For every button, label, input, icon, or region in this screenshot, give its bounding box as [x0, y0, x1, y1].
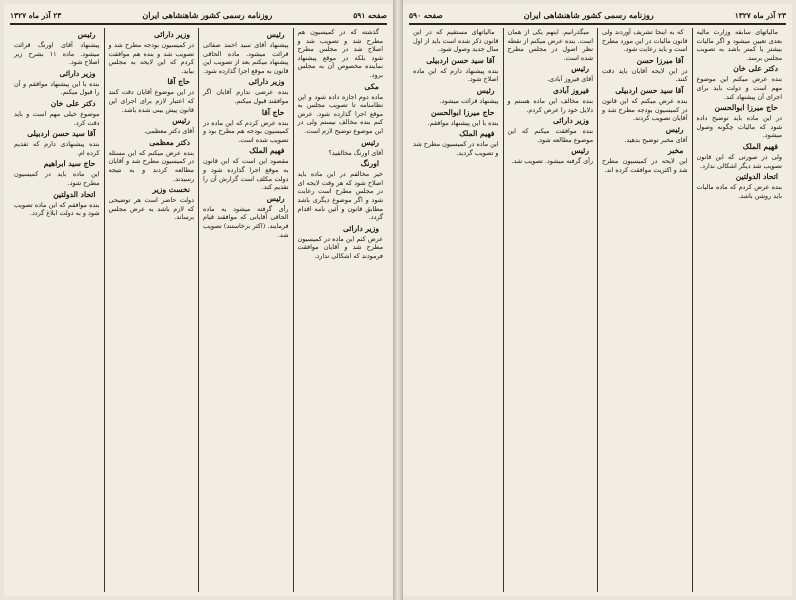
- paragraph-text: پیشنهاد آقای سید احمد صفائی قرائت میشود. ماده الحاقی پیشنهاد میکنم بعد از تصویب این قانون به موقع اجرا گذارده شود.: [203, 41, 289, 75]
- paragraph: [14, 129, 100, 157]
- column: [504, 28, 599, 592]
- paragraph-text: این ماده در کمیسیون مطرح شد و تصویب گردید.: [413, 140, 499, 157]
- paragraph-text: بنده عرض کردم که این ماده در کمیسیون بودجه هم مطرح بود و تصویب شده است.: [203, 118, 289, 144]
- speaker-name: فهیم الملک: [742, 141, 778, 151]
- column: [598, 28, 693, 592]
- speaker-name: رئیس: [665, 124, 684, 134]
- paragraph: [602, 86, 688, 123]
- paragraph-text: پیشنهاد آقای اورنگ قرائت میشود. ماده ۱۱ بشرح زیر اصلاح شود.: [14, 41, 100, 67]
- speaker-name: دکتر علی خان: [50, 98, 96, 108]
- paragraph: [508, 116, 594, 144]
- paragraph: [109, 185, 195, 222]
- paragraph: [697, 172, 783, 200]
- paragraph-text: دولت حاضر است هر توضیحی که لازم باشد به عرض مجلس برساند.: [108, 196, 194, 222]
- paragraph-text: بنده موافقت میکنم که این موضوع مطالعه شود.: [507, 127, 593, 144]
- paragraph: [697, 142, 783, 170]
- paragraph-text: این لایحه در کمیسیون مطرح شد و اکثریت موافقت کرده اند.: [602, 157, 688, 174]
- paragraph-text: بنده عرض میکنم که این مسئله در کمیسیون مطرح شد و آقایان مطالعه کردند و به نتیجه رسیدند.: [108, 148, 194, 183]
- paragraph: [508, 64, 594, 84]
- paragraph: [413, 28, 499, 54]
- paragraph-text: بنده موافقم که این ماده تصویب شود و به دولت ابلاغ گردد.: [14, 200, 100, 218]
- paragraph-text: بنده عرضی ندارم آقایان اگر موافقند قبول میکنم.: [203, 88, 289, 105]
- speaker-name: رئیس: [266, 193, 285, 203]
- paragraph-text: گذشته که در کمیسیون هم مطرح شد و تصویب شد و اصلاح شد در مجلس مطرح شود بلکه در موقع پیشنهاد نماینده مخصوص آن به مجلس برود.: [297, 28, 383, 79]
- paragraph: [14, 159, 100, 187]
- column: [693, 28, 787, 592]
- paragraph: [203, 30, 289, 75]
- header-rule: [409, 23, 786, 25]
- page-header: [409, 8, 786, 22]
- page-number: صفحه ۵۹۰: [409, 10, 443, 20]
- paragraph: [14, 99, 100, 127]
- paragraph-text: در این لایحه آقایان باید دقت کنند.: [602, 66, 688, 84]
- paragraph: [413, 129, 499, 157]
- paragraph-text: آقای اورنگ مخالفید؟: [328, 148, 383, 157]
- paragraph: [298, 138, 384, 158]
- paragraph: [203, 108, 289, 145]
- paragraph-text: در این موضوع آقایان دقت کنند که اعتبار لازم برای اجرای این قانون پیش بینی شده باشد.: [108, 88, 194, 114]
- speaker-name: حاج آقا: [167, 77, 190, 87]
- paragraph-text: بنده عرض میکنم این موضوع مهم است و دولت باید برای اجرای آن پیشنهاد کند.: [696, 75, 782, 101]
- column: [105, 28, 200, 592]
- paragraph: [697, 28, 783, 62]
- paragraph-text: بنده پیشنهاد دارم که این ماده اصلاح شود.: [413, 66, 499, 84]
- speaker-name: دکتر معظمی: [149, 137, 190, 147]
- paragraph: [203, 77, 289, 105]
- speaker-name: فیروز آبادی: [553, 85, 589, 95]
- speaker-name: وزیر دارائی: [248, 77, 285, 87]
- speaker-name: آقا سید حسن اردبیلی: [615, 85, 684, 95]
- paragraph-text: بنده پیشنهادی دارم که تقدیم کرده ام.: [14, 140, 100, 157]
- paragraph: [203, 146, 289, 191]
- paragraph: [14, 190, 100, 218]
- paragraph: [602, 146, 688, 174]
- page-columns: [409, 28, 786, 592]
- speaker-name: وزیر دارائی: [553, 116, 589, 126]
- speaker-name: مکی: [364, 81, 379, 91]
- newspaper-title: روزنامه رسمی کشور شاهنشاهی ایران: [142, 10, 273, 20]
- paragraph: [602, 56, 688, 84]
- speaker-name: نخست وزیر: [152, 185, 190, 195]
- speaker-name: حاج میرزا ابوالحسن: [714, 103, 778, 113]
- paragraph: [413, 56, 499, 84]
- paragraph: [203, 194, 289, 239]
- paragraph-text: بنده عرض میکنم که این قانون در کمیسیون بودجه مطرح شد و آقایان تصویب کردند.: [602, 96, 688, 123]
- paragraph-text: بنده عرض کردم که ماده مالیات باید روشن باشد.: [696, 183, 782, 200]
- paragraph-text: رأی گرفته میشود. تصویب شد.: [511, 157, 593, 166]
- speaker-name: رئیس: [77, 30, 96, 39]
- paragraph: [298, 224, 384, 261]
- paragraph-text: خیر مخالفم در این ماده باید اصلاح شود که هر وقت لایحه ای در مجلس مطرح است رعایت شود و اگر موضوع دیگری باشد مطابق قانون و آئین نامه اقدام گردد.: [297, 170, 383, 222]
- speaker-name: اورنگ: [360, 159, 379, 169]
- speaker-name: حاج آقا: [261, 107, 285, 117]
- speaker-name: اتحاد الدولتین: [735, 172, 778, 182]
- header-rule: [10, 23, 387, 25]
- paragraph: [109, 116, 195, 136]
- paragraph: [14, 30, 100, 67]
- speaker-name: دکتر علی خان: [733, 64, 778, 74]
- paragraph-text: ولی در صورتی که این قانون تصویب شد دیگر اشکالی ندارد.: [696, 152, 782, 170]
- paragraph-text: در این ماده باید توضیح داده شود که مالیات چگونه وصول میشود.: [696, 114, 782, 140]
- paragraph-text: پیشنهاد قرائت میشود.: [439, 96, 499, 105]
- speaker-name: حاج میرزا ابوالحسن: [430, 107, 495, 117]
- page-right: [403, 4, 792, 596]
- speaker-name: وزیر دارائی: [343, 223, 379, 233]
- paragraph-text: رأی گرفته میشود به ماده الحاقی آقایانی که موافقند قیام فرمایند. (اکثر برخاستند) تصویب شد.: [203, 204, 289, 239]
- speaker-name: رئیس: [266, 30, 285, 39]
- paragraph-text: آقای فیروز آبادی.: [547, 75, 593, 84]
- paragraph: [14, 69, 100, 97]
- speaker-name: مخبر: [668, 146, 684, 156]
- paragraph: [508, 146, 594, 166]
- page-date: ۲۳ آذر ماه ۱۳۲۷: [10, 10, 62, 20]
- page-left: [4, 4, 393, 596]
- paragraph-text: ماده دوم اجازه داده شود و این نظامنامه تا تصویب مجلس به موقع اجرا گذارده شود. عرض کنم بنده مخالف نیستم ولی در این موضوع توضیح لازم است.: [297, 92, 383, 135]
- paragraph: [298, 82, 384, 136]
- paragraph-text: بنده مخالف این ماده هستم و دلایل خود را عرض کردم.: [507, 96, 593, 114]
- paragraph: [109, 30, 195, 75]
- speaker-name: فهیم الملک: [459, 129, 495, 139]
- speaker-name: آقا میرزا حسن: [636, 55, 684, 65]
- paragraph: [508, 86, 594, 114]
- page-columns: [10, 28, 387, 592]
- speaker-name: رئیس: [361, 137, 379, 147]
- paragraph: [413, 108, 499, 128]
- paragraph-text: آقای دکتر معظمی.: [144, 127, 194, 136]
- paragraph: [298, 159, 384, 222]
- paragraph-text: در کمیسیون بودجه مطرح شد و تصویب شد و بنده هم موافقت کردم که این لایحه به مجلس بیاید.: [108, 41, 194, 75]
- speaker-name: فهیم الملک: [249, 146, 285, 156]
- paragraph-text: آقای مخبر توضیح بدهید.: [624, 135, 688, 144]
- paragraph-text: بنده با این پیشنهاد موافقم و آن را قبول میکنم.: [14, 79, 100, 97]
- paragraph-text: که به اینجا تشریف آوردند ولی قانون مالیات در این مورد مطرح است و باید رعایت شود.: [602, 28, 688, 54]
- page-number: صفحه ۵۹۱: [353, 10, 387, 20]
- newspaper-title: روزنامه رسمی کشور شاهنشاهی ایران: [523, 10, 654, 20]
- paragraph: [413, 86, 499, 106]
- speaker-name: رئیس: [172, 116, 190, 126]
- speaker-name: رئیس: [571, 64, 589, 74]
- paragraph-text: عرض کنم این ماده در کمیسیون مطرح شد و آقایان موافقت فرمودند که اشکالی ندارد.: [297, 234, 383, 260]
- paragraph: [602, 28, 688, 54]
- paragraph: [697, 64, 783, 101]
- paragraph-text: مالیاتهای سابقه وزارت مالیه بعدی تعیین میشود و اگر مالیات بیشتر یا کمتر باشد به تصویب مجلس برسد.: [696, 28, 782, 62]
- speaker-name: حاج سید ابراهیم: [43, 159, 96, 169]
- paragraph: [109, 138, 195, 183]
- paragraph-text: موضوع خیلی مهم است و باید دقت کرد.: [14, 109, 100, 127]
- column: [409, 28, 504, 592]
- paragraph: [508, 28, 594, 62]
- paragraph: [298, 28, 384, 80]
- book-gutter: [393, 0, 403, 600]
- paragraph-text: مقصود این است که این قانون به موقع اجرا گذارده شود و دولت مکلف است گزارش آن را تقدیم کند.: [203, 157, 289, 192]
- speaker-name: اتحاد الدولتین: [53, 189, 96, 199]
- column: [294, 28, 388, 592]
- speaker-name: وزیر دارائی: [59, 68, 96, 78]
- paragraph-text: میگذرانیم. اینهم یکی از همان است. بنده عرض میکنم از نقطه نظر اصول در مجلس مطرح شده است.: [507, 28, 593, 62]
- paragraph: [109, 77, 195, 114]
- column: [10, 28, 105, 592]
- paragraph-text: مالیاتهای مستقیم که در این قانون ذکر شده است باید از اول سال جدید وصول شود.: [413, 28, 499, 54]
- paragraph-text: بنده با این پیشنهاد موافقم.: [427, 118, 499, 127]
- page-date: ۲۳ آذر ماه ۱۳۲۷: [734, 10, 786, 20]
- speaker-name: رئیس: [476, 85, 495, 95]
- speaker-name: رئیس: [571, 146, 589, 156]
- column: [199, 28, 294, 592]
- speaker-name: وزیر دارائی: [154, 30, 190, 39]
- paragraph: [602, 125, 688, 145]
- speaker-name: آقا سید حسن اردبیلی: [426, 55, 495, 65]
- paragraph-text: این ماده باید در کمیسیون مطرح شود.: [14, 170, 100, 187]
- paragraph: [697, 103, 783, 140]
- speaker-name: آقا سید حسن اردبیلی: [27, 129, 96, 139]
- page-header: [10, 8, 387, 22]
